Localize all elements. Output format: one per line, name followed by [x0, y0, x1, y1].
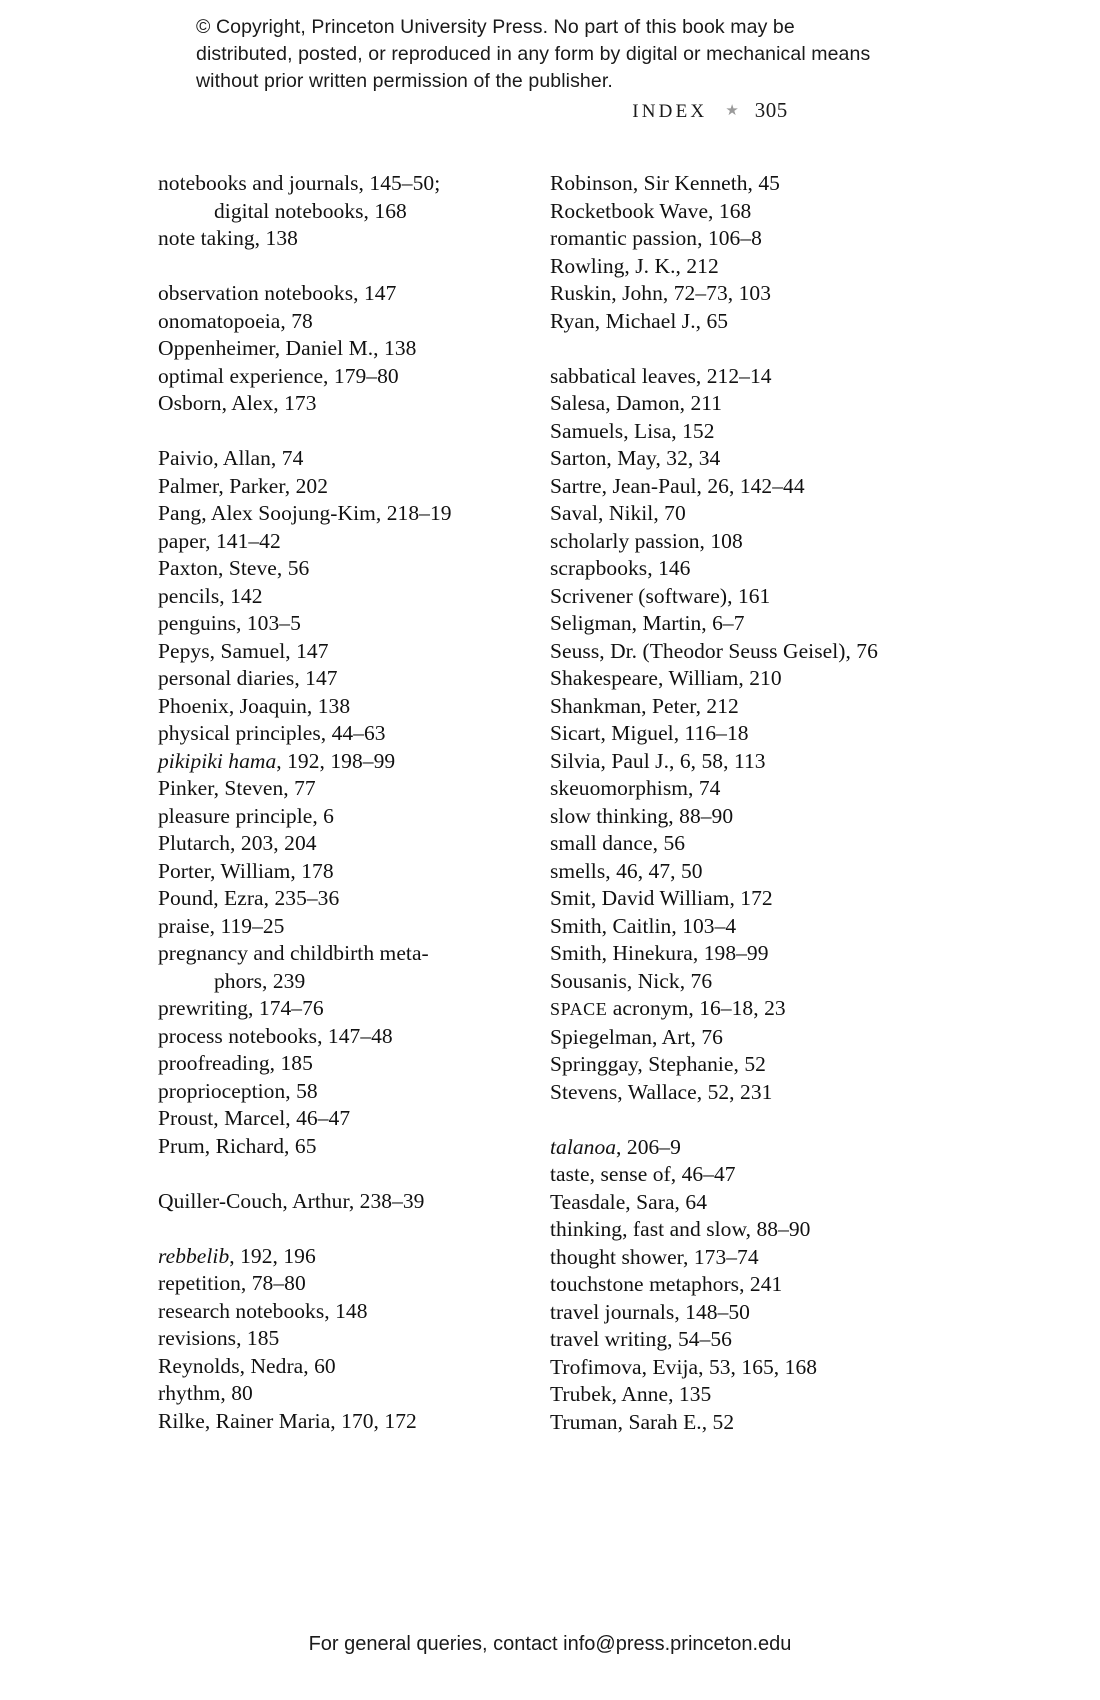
index-entry: Stevens, Wallace, 52, 231 — [550, 1079, 773, 1104]
index-entry: prewriting, 174–76 — [158, 996, 324, 1020]
index-entry: Osborn, Alex, 173 — [158, 391, 317, 415]
index-entry: proprioception, 58 — [158, 1078, 318, 1103]
index-entry: taste, sense of, 46–47 — [550, 1162, 736, 1186]
index-entry: praise, 119–25 — [158, 913, 285, 938]
index-entry: note taking, 138 — [158, 226, 298, 250]
index-entry: Sarton, May, 32, 34 — [550, 446, 721, 470]
running-head-label: INDEX — [632, 101, 708, 122]
index-entry: penguins, 103–5 — [158, 611, 301, 635]
italic-term: talanoa — [550, 1134, 617, 1159]
index-entry: physical principles, 44–63 — [158, 721, 386, 745]
index-subentry: digital notebooks, 168 — [214, 198, 407, 223]
index-entry: Palmer, Parker, 202 — [158, 473, 328, 498]
index-entry: talanoa, 206–9 — [550, 1134, 681, 1159]
index-entry: touchstone metaphors, 241 — [550, 1272, 783, 1296]
index-entry: Sartre, Jean-Paul, 26, 142–44 — [550, 473, 805, 498]
index-entry: repetition, 78–80 — [158, 1271, 306, 1295]
index-entry: Trofimova, Evija, 53, 165, 168 — [550, 1354, 818, 1379]
index-entry: Smith, Hinekura, 198–99 — [550, 941, 769, 965]
index-entry: skeuomorphism, 74 — [550, 776, 721, 800]
index-entry: scholarly passion, 108 — [550, 528, 743, 553]
index-column-left — [158, 170, 538, 1436]
index-entry: Truman, Sarah E., 52 — [550, 1409, 735, 1434]
index-entry: notebooks and journals, 145–50; — [158, 171, 441, 195]
star-icon: ★ — [725, 103, 739, 119]
index-entry: travel writing, 54–56 — [550, 1327, 732, 1351]
italic-term: rebbelib — [158, 1243, 230, 1268]
italic-term: pikipiki hama — [158, 748, 277, 773]
index-entry: pencils, 142 — [158, 583, 263, 608]
copyright-notice: © Copyright, Princeton University Press. No part of this book may be distributed, posted, or reproduced in any form by digital or mechanical means without prior written permission of the publisher. — [196, 16, 871, 92]
index-entry: sabbatical leaves, 212–14 — [550, 363, 772, 388]
index-entry: Samuels, Lisa, 152 — [550, 418, 715, 443]
index-entry: Springgay, Stephanie, 52 — [550, 1052, 766, 1076]
index-entry: Smit, David William, 172 — [550, 886, 773, 910]
index-entry: rhythm, 80 — [158, 1381, 253, 1405]
index-entry: Trubek, Anne, 135 — [550, 1382, 712, 1406]
index-entry: personal diaries, 147 — [158, 666, 338, 690]
index-entry: Shakespeare, William, 210 — [550, 666, 782, 690]
index-entry: Phoenix, Joaquin, 138 — [158, 693, 351, 718]
index-entry: pleasure principle, 6 — [158, 803, 334, 828]
index-entry: SPACE acronym, 16–18, 23 — [550, 996, 786, 1020]
index-entry: scrapbooks, 146 — [550, 556, 691, 580]
index-entry: Rowling, J. K., 212 — [550, 253, 719, 278]
index-entry: Prum, Richard, 65 — [158, 1133, 317, 1158]
index-entry: proofreading, 185 — [158, 1051, 313, 1075]
index-entry: slow thinking, 88–90 — [550, 803, 734, 828]
index-entry: observation notebooks, 147 — [158, 281, 397, 305]
index-entry: Smith, Caitlin, 103–4 — [550, 913, 737, 938]
index-entry: Spiegelman, Art, 76 — [550, 1024, 723, 1049]
index-entry: Salesa, Damon, 211 — [550, 391, 723, 415]
index-entry: Seligman, Martin, 6–7 — [550, 611, 745, 635]
index-entry: Pang, Alex Soojung-Kim, 218–19 — [158, 501, 452, 525]
index-entry: pregnancy and childbirth meta- — [158, 941, 429, 965]
index-entry: smells, 46, 47, 50 — [550, 858, 703, 883]
entry-group-gap — [158, 253, 538, 281]
index-entry: Porter, William, 178 — [158, 858, 334, 883]
footer-contact: For general queries, contact info@press.princeton.edu — [308, 1633, 792, 1655]
index-columns — [158, 170, 958, 1436]
index-entry: Sicart, Miguel, 116–18 — [550, 721, 749, 745]
index-entry: Reynolds, Nedra, 60 — [158, 1353, 336, 1378]
index-entry: Rocketbook Wave, 168 — [550, 198, 752, 223]
index-entry: Shankman, Peter, 212 — [550, 693, 739, 718]
index-entry: Paxton, Steve, 56 — [158, 556, 310, 580]
index-entry: Plutarch, 203, 204 — [158, 831, 317, 855]
index-entry: rebbelib, 192, 196 — [158, 1243, 316, 1268]
index-entry: Sousanis, Nick, 76 — [550, 968, 713, 993]
index-entry: Silvia, Paul J., 6, 58, 113 — [550, 748, 766, 773]
index-entry: small dance, 56 — [550, 831, 686, 855]
entry-group-gap — [550, 1106, 930, 1134]
index-entry: revisions, 185 — [158, 1326, 280, 1350]
index-entry: travel journals, 148–50 — [550, 1299, 750, 1324]
running-head-inner — [632, 98, 788, 123]
index-entry: paper, 141–42 — [158, 528, 281, 553]
index-subentry: phors, 239 — [214, 968, 306, 993]
index-entry: pikipiki hama, 192, 198–99 — [158, 748, 396, 773]
index-entry: Oppenheimer, Daniel M., 138 — [158, 336, 417, 360]
index-entry: Teasdale, Sara, 64 — [550, 1189, 707, 1214]
index-entry: Ryan, Michael J., 65 — [550, 308, 729, 333]
index-entry: Proust, Marcel, 46–47 — [158, 1106, 351, 1130]
entry-group-gap — [550, 335, 930, 363]
page-number: 305 — [754, 98, 788, 122]
entry-group-gap — [158, 1160, 538, 1188]
index-column-right — [550, 170, 930, 1436]
index-entry: onomatopoeia, 78 — [158, 308, 313, 333]
index-entry: research notebooks, 148 — [158, 1298, 368, 1323]
index-entry: thought shower, 173–74 — [550, 1244, 759, 1269]
index-entry: Quiller-Couch, Arthur, 238–39 — [158, 1188, 425, 1213]
index-entry: thinking, fast and slow, 88–90 — [550, 1217, 811, 1241]
index-entry: optimal experience, 179–80 — [158, 363, 399, 388]
entry-group-gap — [158, 1215, 538, 1243]
index-entry: Pound, Ezra, 235–36 — [158, 886, 340, 910]
index-entry: romantic passion, 106–8 — [550, 226, 762, 250]
index-entry: process notebooks, 147–48 — [158, 1023, 393, 1048]
index-entry: Robinson, Sir Kenneth, 45 — [550, 171, 780, 195]
index-entry: Seuss, Dr. (Theodor Seuss Geisel), 76 — [550, 638, 878, 663]
index-entry: Paivio, Allan, 74 — [158, 446, 304, 470]
index-entry: Rilke, Rainer Maria, 170, 172 — [158, 1408, 417, 1433]
running-head — [0, 98, 1100, 123]
index-entry: Saval, Nikil, 70 — [550, 501, 686, 525]
small-caps-term: SPACE — [550, 999, 608, 1019]
index-entry: Ruskin, John, 72–73, 103 — [550, 281, 771, 305]
entry-group-gap — [158, 418, 538, 446]
index-entry: Pepys, Samuel, 147 — [158, 638, 329, 663]
index-entry: Pinker, Steven, 77 — [158, 776, 316, 800]
index-entry: Scrivener (software), 161 — [550, 583, 771, 608]
